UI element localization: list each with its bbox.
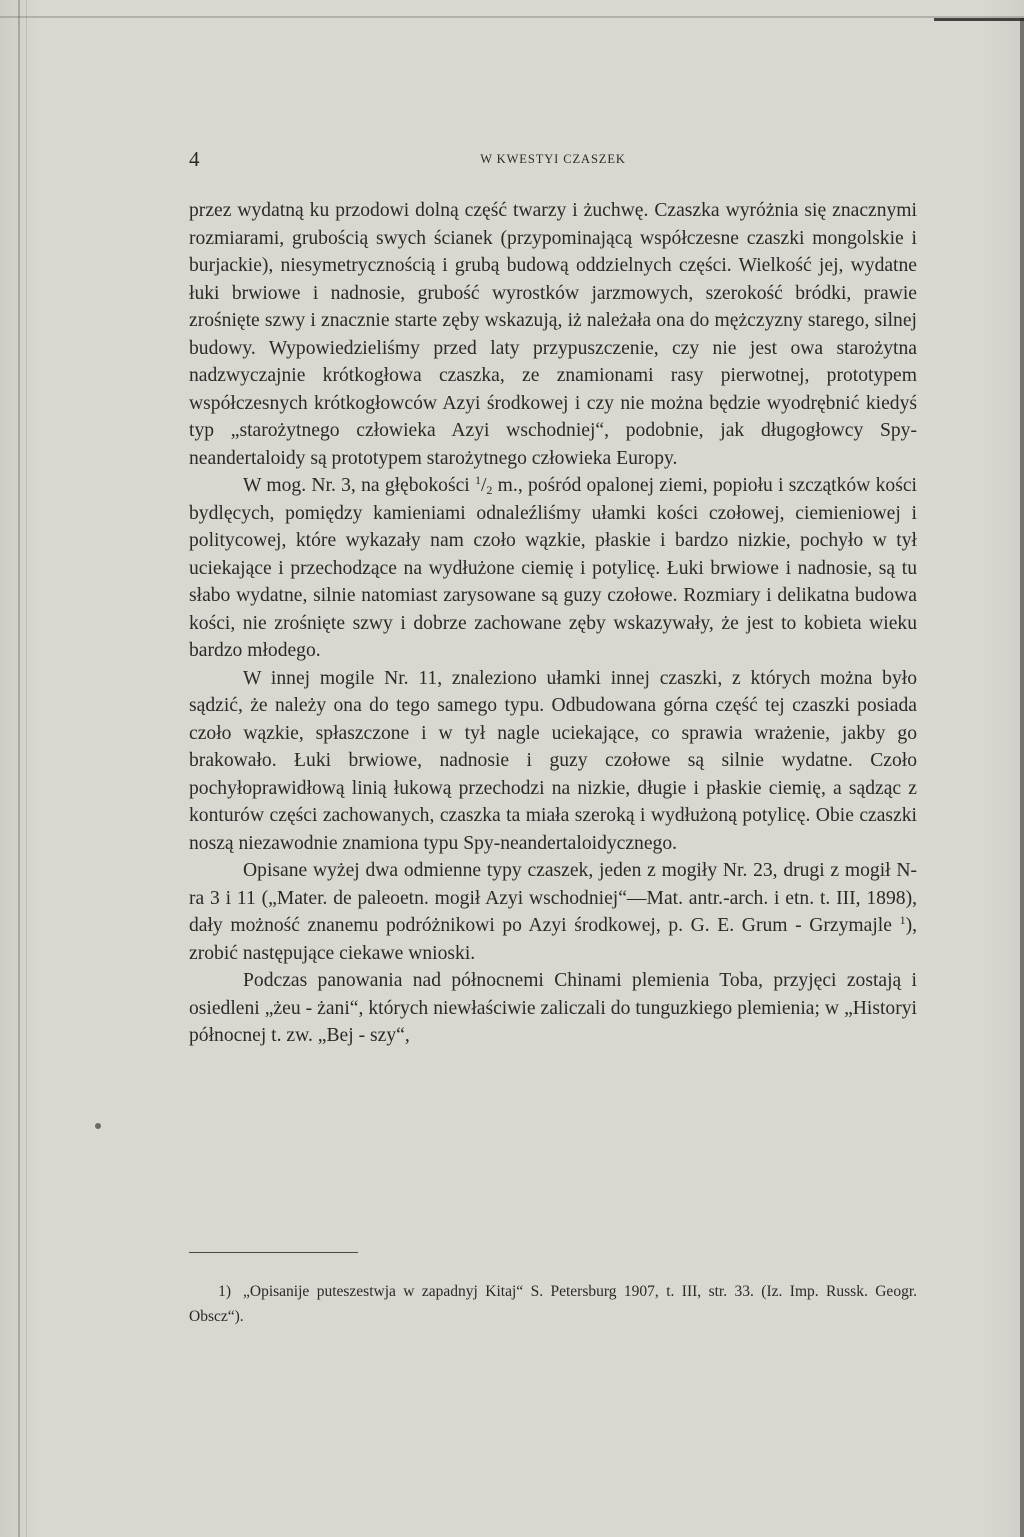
running-title: W KWESTYI CZASZEK xyxy=(480,152,626,166)
footnote-mark: 1) xyxy=(218,1283,231,1300)
footnote-text: „Opisanije puteszestwja w zapadnyj Kitaj“ S. Petersburg 1907, t. III, str. 33. (Iz. Imp. Russk. Geogr. Obscz“). xyxy=(189,1283,917,1325)
subscript: 2 xyxy=(486,483,493,497)
superscript: 1 xyxy=(474,473,481,487)
margin-spot xyxy=(95,1123,101,1129)
footnote xyxy=(189,1279,917,1329)
paragraph xyxy=(189,967,917,1050)
page-header xyxy=(189,147,917,171)
body-text xyxy=(189,197,917,1050)
text-run: ), zrobić następujące ciekawe wnioski. xyxy=(189,915,917,964)
superscript: 1 xyxy=(899,913,906,927)
paragraph xyxy=(189,857,917,967)
text-run: W mog. Nr. 3, na głębokości xyxy=(243,475,475,496)
right-edge-shadow xyxy=(1020,18,1024,1537)
text-run: m., pośród opalonej ziemi, popiołu i szczątków kości bydlęcych, pomiędzy kamieniami odnaleźliśmy ułamki kości czołowej, ciemieniowej i politycowej, które wykazały nam czoło wązkie, płaskie i bardzo nizkie, pochyło w tył uciekające i przechodzące na wydłużone ciemię i potylicę. Łuki brwiowe i nadnosie, są tu słabo wydatne, silnie natomiast zarysowane są guzy czołowe. Rozmiary i delikatna budowa kości, nie zrośnięte szwy i dobrze zachowane zęby wskazywały, że jest to kobieta wieku bardzo młodego. xyxy=(189,475,917,661)
paragraph xyxy=(189,472,917,665)
text-run: Opisane wyżej dwa odmienne typy czaszek, jeden z mogiły Nr. 23, drugi z mogił N-ra 3 i 11 („Mater. de paleoetn. mogił Azyi wschodniej“—Mat. antr.-arch. i etn. t. III, 1898), dały możność znanemu podróżnikowi po Azyi środkowej, p. G. E. Grum - Grzymajle xyxy=(189,860,917,936)
text-run: przez wydatną ku przodowi dolną część twarzy i żuchwę. Czaszka wyróżnia się znacznymi rozmiarami, grubością swych ścianek (przypominającą współczesne czaszki mongolskie i burjackie), niesymetrycznością i grubą budową oddzielnych części. Wielkość jej, wydatne łuki brwiowe i nadnosie, grubość wyrostków jarzmowych, szerokość bródki, prawie zrośnięte szwy i znacznie starte zęby wskazują, iż należała ona do mężczyzny starego, silnej budowy. Wypowiedzieliśmy przed laty przypuszczenie, czy nie jest owa starożytna nadzwyczajnie krótkogłowa czaszka, ze znamionami rasy pierwotnej, prototypem współczesnych krótkogłowców Azyi środkowej i czy nie można będzie wyodrębnić kiedyś typ „starożytnego człowieka Azyi wschodniej“, podobnie, jak długogłowcy Spy-neandertaloidy są prototypem starożytnego człowieka Europy. xyxy=(189,200,917,469)
page-number: 4 xyxy=(189,147,200,171)
top-edge-shadow xyxy=(0,16,1024,18)
paragraph xyxy=(189,197,917,472)
text-run: Podczas panowania nad północnemi Chinami plemienia Toba, przyjęci zostają i osiedleni „żeu - żani“, których niewłaściwie zaliczali do tunguzkiego plemienia; w „Historyi północnej t. zw. „Bej - szy“, xyxy=(189,970,917,1046)
binding-edge-line xyxy=(26,0,27,1537)
text-run: W innej mogile Nr. 11, znaleziono ułamki innej czaszki, z których można było sądzić, że należy ona do tego samego typu. Odbudowana górna część tej czaszki posiada czoło wązkie, spłaszczone i w tył nagle uciekające, co sprawia wrażenie, jakby go brakowało. Łuki brwiowe, nadnosie i guzy czołowe są silnie wydatne. Czoło pochyłoprawidłową linią łukową przechodzi na nizkie, długie i płaskie ciemię, a sądząc z konturów części zachowanych, czaszka ta miała szeroką i wydłużoną potylicę. Obie czaszki noszą niezawodnie znamiona typu Spy-neandertaloidycznego. xyxy=(189,667,917,854)
paragraph xyxy=(189,665,917,858)
text-run: / xyxy=(480,475,487,496)
top-right-edge xyxy=(934,18,1024,21)
binding-edge-shadow xyxy=(18,0,20,1537)
footnote-rule xyxy=(189,1252,358,1253)
